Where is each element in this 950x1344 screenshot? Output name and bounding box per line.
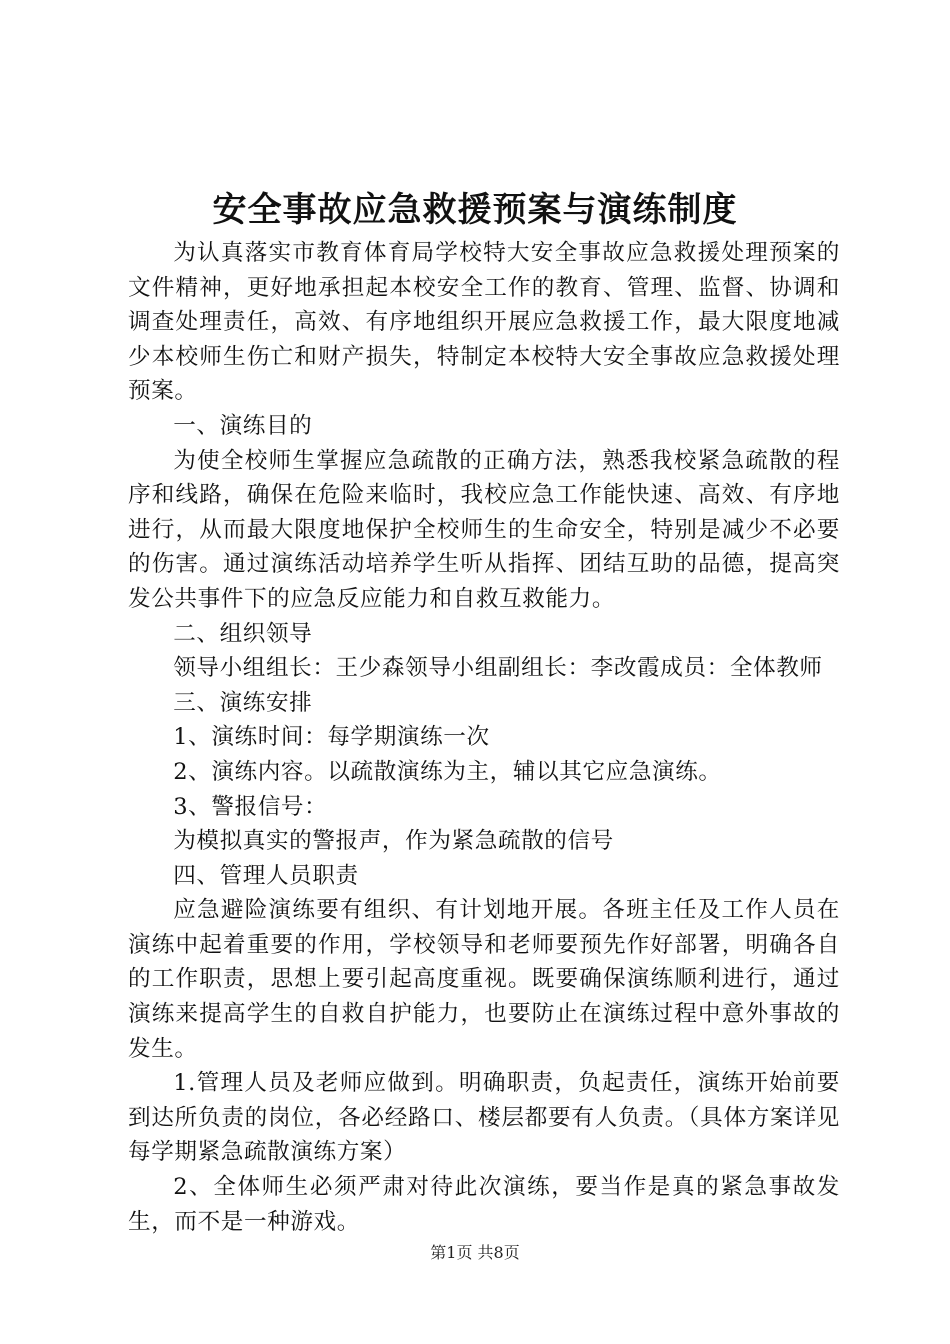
section-heading-leadership: 二、组织领导 bbox=[173, 620, 313, 647]
duties-item-2: 2、全体师生必须严肃对待此次演练，要当作是真的紧急事故发生，而不是一种游戏。 bbox=[128, 1174, 840, 1235]
section-heading-purpose: 一、演练目的 bbox=[173, 412, 313, 439]
page-footer: 第1页 共8页 bbox=[430, 1243, 520, 1262]
intro-paragraph: 为认真落实市教育体育局学校特大安全事故应急救援处理预案的文件精神，更好地承担起本校安全工作的教育、管理、监督、协调和调查处理责任，高效、有序地组织开展应急救援工作，最大限度地减少本校师生伤亡和财产损失，特制定本校特大安全事故应急救援处理预案。 bbox=[128, 240, 840, 405]
duties-item-1: 1.管理人员及老师应做到。明确职责，负起责任，演练开始前要到达所负责的岗位，各必经路口、楼层都要有人负责。（具体方案详见每学期紧急疏散演练方案） bbox=[128, 1070, 840, 1166]
section-heading-duties: 四、管理人员职责 bbox=[173, 862, 359, 889]
leadership-paragraph: 领导小组组长：王少森领导小组副组长：李改霞成员：全体教师 bbox=[173, 655, 823, 682]
document-title: 安全事故应急救援预案与演练制度 bbox=[212, 190, 738, 230]
signal-description: 为模拟真实的警报声，作为紧急疏散的信号 bbox=[173, 828, 614, 855]
duties-paragraph: 应急避险演练要有组织、有计划地开展。各班主任及工作人员在演练中起着重要的作用，学校领导和老师要预先作好部署，明确各自的工作职责，思想上要引起高度重视。既要确保演练顺利进行，通过演练来提高学生的自救自护能力，也要防止在演练过程中意外事故的发生。 bbox=[128, 897, 840, 1062]
section-heading-arrangement: 三、演练安排 bbox=[173, 689, 313, 716]
document-body bbox=[128, 236, 840, 1239]
arrangement-content: 2、演练内容。以疏散演练为主，辅以其它应急演练。 bbox=[173, 758, 722, 785]
arrangement-signal: 3、警报信号： bbox=[173, 793, 328, 820]
arrangement-time: 1、演练时间：每学期演练一次 bbox=[173, 724, 490, 751]
purpose-paragraph: 为使全校师生掌握应急疏散的正确方法，熟悉我校紧急疏散的程序和线路，确保在危险来临时，我校应急工作能快速、高效、有序地进行，从而最大限度地保护全校师生的生命安全，特别是减少不必要的伤害。通过演练活动培养学生听从指挥、团结互助的品德，提高突发公共事件下的应急反应能力和自救互救能力。 bbox=[128, 447, 840, 612]
